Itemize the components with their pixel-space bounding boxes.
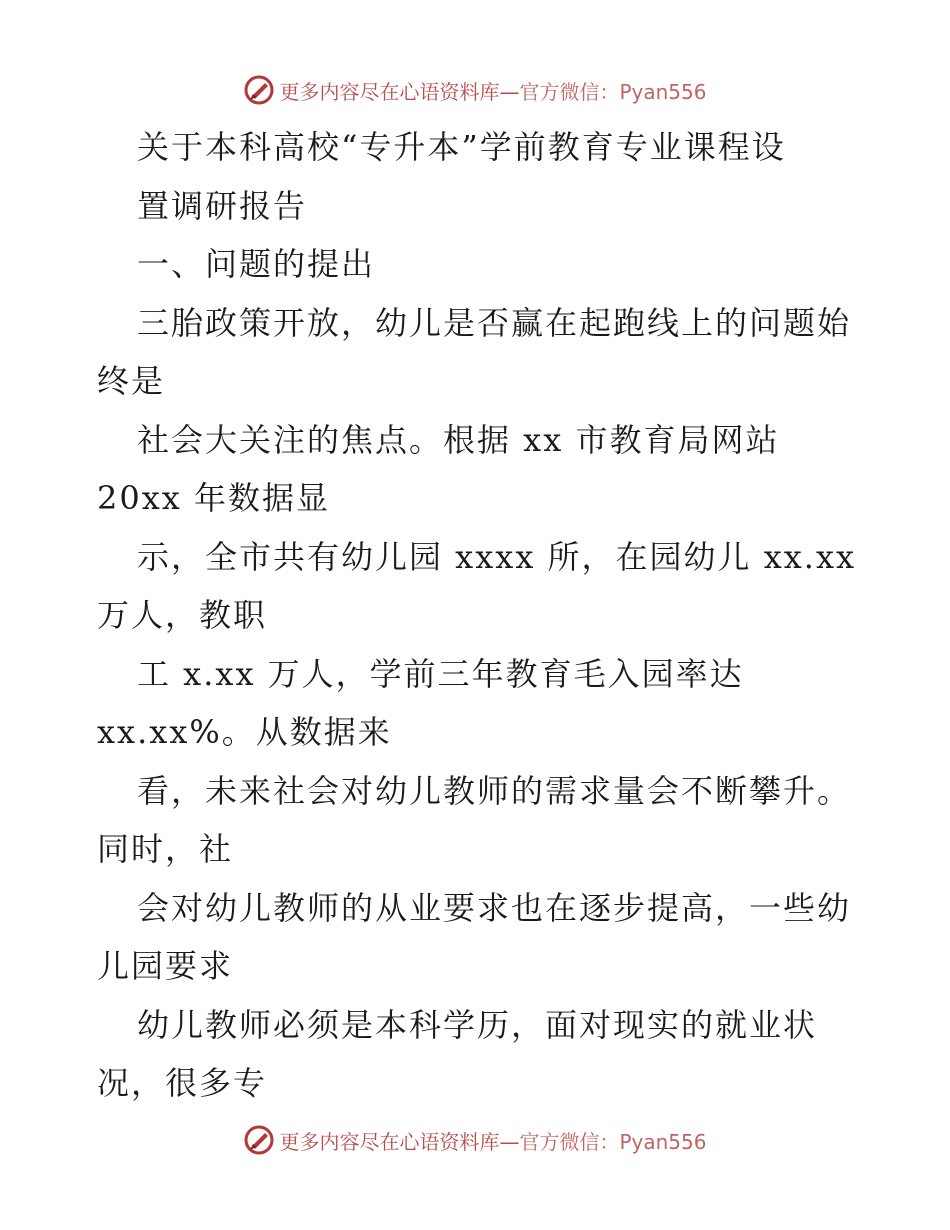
body-line: 况，很多专 xyxy=(97,1064,268,1102)
wechat-text: 官方微信：Pyan556 xyxy=(519,79,707,104)
body-line: 会对幼儿教师的从业要求也在逐步提高，一些幼 xyxy=(137,889,852,927)
body-line: 终是 xyxy=(97,362,166,400)
scroll-pen-logo-icon xyxy=(243,74,275,106)
header-watermark-banner xyxy=(0,70,950,110)
section-heading: 一、问题的提出 xyxy=(137,245,376,283)
body-line: 同时，社 xyxy=(97,830,234,868)
scroll-pen-logo-icon xyxy=(243,1124,275,1156)
body-line: 20xx 年数据显 xyxy=(97,479,330,517)
promo-text: 更多内容尽在心语资料库— xyxy=(279,79,520,104)
body-line: 看，未来社会对幼儿教师的需求量会不断攀升。 xyxy=(137,772,852,810)
body-line: 万人，教职 xyxy=(97,596,268,634)
footer-watermark-banner xyxy=(0,1120,950,1160)
body-line: 儿园要求 xyxy=(97,947,234,985)
body-line: 工 x.xx 万人，学前三年教育毛入园率达 xyxy=(137,655,744,693)
wechat-text: 官方微信：Pyan556 xyxy=(519,1129,707,1154)
document-title-line-1: 关于本科高校“专升本”学前教育专业课程设 xyxy=(137,128,786,166)
body-line: 幼儿教师必须是本科学历，面对现实的就业状 xyxy=(137,1006,818,1044)
body-line: 三胎政策开放，幼儿是否赢在起跑线上的问题始 xyxy=(137,304,852,342)
promo-text: 更多内容尽在心语资料库— xyxy=(279,1129,520,1154)
document-title-line-2: 置调研报告 xyxy=(137,187,308,225)
body-line: 社会大关注的焦点。根据 xx 市教育局网站 xyxy=(137,421,780,459)
body-line: xx.xx%。从数据来 xyxy=(97,713,392,751)
body-line: 示，全市共有幼儿园 xxxx 所，在园幼儿 xx.xx xyxy=(137,538,857,576)
